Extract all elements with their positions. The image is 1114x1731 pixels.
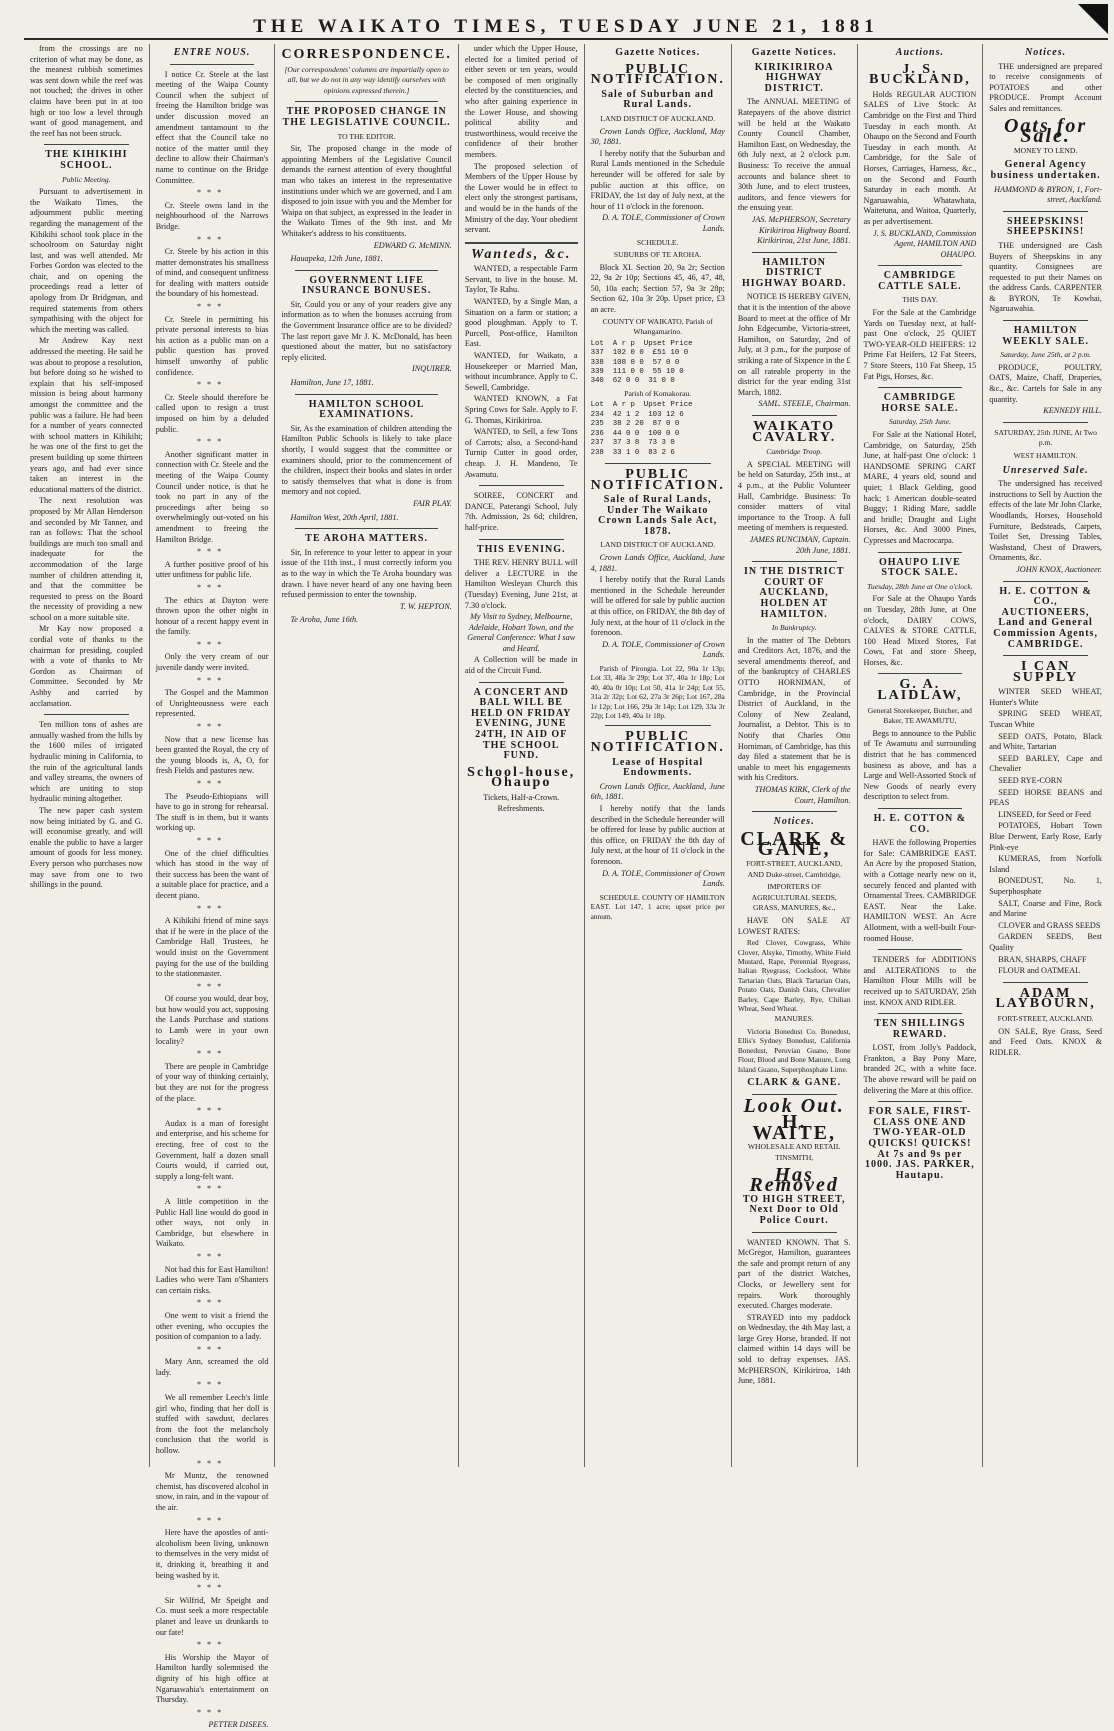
ad-body: TENDERS for ADDITIONS and ALTERATIONS to the Hamilton Flour Mills will be received up to SATURDAY, 25th inst. KNOX AND RIDLER.	[863, 955, 977, 1007]
gossip-item: Cr. Steele owns land in the neighbourhood of the Narrows Bridge.	[155, 200, 269, 231]
advertiser-trade: WHOLESALE AND RETAIL TINSMITH,	[747, 1142, 841, 1162]
schedule-county: COUNTY OF WAIKATO, Parish of Whangamarino.	[602, 316, 713, 337]
divider	[479, 539, 564, 540]
item-separator: ***	[196, 1583, 228, 1593]
section-heading: Auctions.	[895, 47, 944, 58]
supply-item: SPRING SEED WHEAT, Tuscan White	[989, 709, 1102, 730]
notice-signature: JAS. McPHERSON, Secretary Kirikiriroa Highway Board. Kirikiriroa, 21st June, 1881.	[751, 214, 851, 246]
wanted-ad: WANTED, a respectable Farm Servant, to live in the house. M. Taylor, Te Rahu.	[464, 264, 578, 295]
supply-item: KUMERAS, from Norfolk Island	[989, 854, 1102, 874]
lecture-ad: THE REV. HENRY BULL will deliver a LECTURE in the Hamilton Wesleyan Church this (Tuesday) Evening, June 21st, at 7.30 o'clock.	[464, 558, 578, 610]
ad-heading: SHEEPSKINS! SHEEPSKINS!	[1007, 215, 1085, 238]
lecture-collection: A Collection will be made in aid of the Circuit Fund.	[464, 655, 578, 676]
gossip-item: Another significant matter in connection with Cr. Steele and the meeting of the Waipa County Council under notice, is that he took no part in any of the proceedings after being so overwhelmingly out-voted on his amendment to freeing the Hamilton Bridge.	[155, 449, 269, 544]
notice-heading: IN THE DISTRICT COURT OF AUCKLAND, HOLDEN AT HAMILTON.	[743, 566, 845, 620]
letter-place: Hamilton, June 17, 1881.	[290, 378, 374, 388]
ad-heading: Has Removed	[749, 1163, 839, 1197]
notice-body: I hereby notify that the Suburban and Rural Lands mentioned in the Schedule hereunder will be offered for sale by public auction at this office, on FRIDAY, the 1st day of July next, at the hour of 11 o'clock in the forenoon.	[590, 148, 725, 211]
divider	[1003, 655, 1088, 656]
ad-heading: Look Out.	[743, 1094, 845, 1117]
article-subheading: Public Meeting.	[62, 174, 111, 184]
notice-signature: THOMAS KIRK, Clerk of the Court, Hamilton.	[754, 785, 851, 805]
notice-subheading: Sale of Rural Lands, Under The Waikato Crown Lands Sale Act, 1878.	[598, 494, 718, 537]
schedule-table: Lot A r p Upset Price 234 42 1 2 103 12 6 235 38 2 20 87 0 0 236 44 0 0 100 0 0 237 37 3 8 73 3 0 238 33 1 0 83 2 6	[590, 401, 693, 457]
ad-heading: FOR SALE, FIRST-CLASS ONE AND TWO-YEAR-OLD QUICKS! QUICKS! At 7s and 9s per 1000. JAS. PARKER, Hautapu.	[865, 1106, 975, 1181]
notice-heading: PUBLIC NOTIFICATION.	[590, 729, 725, 756]
advertiser-name: CLARK & GANE.	[747, 1077, 842, 1088]
gossip-item: A further positive proof of his utter unfitness for public life.	[155, 559, 269, 580]
section-heading: Gazette Notices.	[751, 47, 837, 58]
column-5	[584, 44, 731, 1467]
gossip-item: Mary Ann, screamed the old lady.	[155, 1357, 269, 1377]
ad-signature: KENNEDY HILL.	[1043, 406, 1102, 416]
supply-item: POTATOES, Hobart Town Blue Derwent, Early Rose, Early Pink-eye	[989, 821, 1102, 852]
column-2	[149, 44, 275, 1730]
gossip-item: The Gospel and the Mammon of Unrighteousness were each represented.	[155, 688, 269, 719]
letter-place: Hamilton West, 20th April, 1881.	[290, 512, 399, 522]
divider	[878, 673, 963, 674]
divider	[878, 1101, 963, 1102]
item-separator: ***	[196, 1458, 228, 1468]
ad-subheading: MONEY TO LEND.	[1013, 145, 1078, 155]
advertiser-name: H. WAITE,	[752, 1111, 837, 1144]
schedule-text: Parish of Pirongia. Lot 22, 90a 1r 13p; Lot 33, 48a 3r 29p; Lot 37, 40a 1r 18p; Lot 40, 40a 0r 10p; Lot 50, 41a 1r 24p; Lot 55, 31a 2r 32p; Lot 62, 27a 3r 26p; Lot 167, 28a 1r 12p; Lot 166, 29a 3r 14p; Lot 129, 33a 3r 22p; Lot 149, 40a 1r 18p.	[590, 664, 725, 721]
advertiser-trade: IMPORTERS OF AGRICULTURAL SEEDS, GRASS, MANURES, &c.,	[751, 882, 837, 913]
notice-body: A SPECIAL MEETING will be held on Saturday, 25th inst., at 4 p.m., at the Public Volunteer Hall, Cambridge. Business: To consider matters of vital importance to the Troop. A full meeting of members is requested.	[737, 459, 851, 533]
gossip-item: Cr. Steele in permitting his private personal interests to bias his action as a public man on a public question has proved himself unworthy of public confidence.	[155, 314, 269, 377]
advertiser-address: FORT-STREET, AUCKLAND.	[997, 1013, 1094, 1023]
item-separator: ***	[196, 835, 228, 845]
schedule-text: Block XI. Section 20, 9a 2r; Section 22, 9a 2r 10p; Sections 45, 46, 47, 48, 50, 10a each; Section 57, 9a 3r 28p; Section 62, 10a 3r 20p. Upset price, £3 an acre.	[590, 262, 725, 315]
gossip-item: His Worship the Mayor of Hamilton hardly solemnised the dignity of his high office at Ngaruawahia's entertainment on Thursday.	[155, 1652, 269, 1705]
item-separator: ***	[196, 188, 228, 198]
masthead	[24, 4, 1108, 40]
ad-body: Begs to announce to the Public of Te Awamutu and surrounding district that he has commenced business as above, and has a Large and Well-Assorted Stock of New Goods of nearly every description to select from.	[863, 728, 977, 802]
advertiser-trade: General Storekeeper, Butcher, and Baker, TE AWAMUTU,	[867, 705, 972, 726]
divider	[44, 144, 129, 145]
ad-signature: JOHN KNOX, Auctioneer.	[1016, 564, 1102, 574]
lecture-subject: My Visit to Sydney, Melbourne, Adelaide, Hobart Town, and the General Conference: What I saw and Heard.	[467, 612, 576, 653]
supply-item: CLOVER and GRASS SEEDS	[998, 920, 1101, 930]
divider	[170, 64, 255, 65]
notice-heading: PUBLIC NOTIFICATION.	[590, 466, 725, 493]
advertiser-name: H. E. COTTON & CO.	[873, 813, 967, 835]
ad-subheading: MANURES.	[774, 1014, 814, 1024]
supply-item: SEED HORSE BEANS and PEAS	[989, 787, 1102, 808]
advertiser-name: CLARK & GANE,	[740, 827, 849, 861]
schedule-heading: SCHEDULE.	[636, 237, 679, 247]
divider	[44, 714, 129, 715]
gossip-item: Of course you would, dear boy, but how would you act, supposing the Lands Purchase and stations to Lamb were in your own locality?	[155, 994, 269, 1046]
ad-body: PRODUCE, POULTRY, OATS, Maize, Chaff, Draperies, &c., &c. Cartels for Sale in any quantity.	[989, 362, 1102, 404]
notice-heading: KIRIKIRIROA HIGHWAY DISTRICT.	[754, 61, 834, 94]
notice-office: Crown Lands Office, Auckland, May 30, 1881.	[590, 126, 725, 147]
gossip-item: Audax is a man of foresight and enterprise, and his scheme for erecting, free of cost to the Government, half a dozen small Courts would, if carried out, supply a long-felt want.	[155, 1118, 269, 1181]
item-separator: ***	[196, 1515, 228, 1525]
notice-subheading: Lease of Hospital Endowments.	[612, 756, 704, 779]
item-separator: ***	[196, 1298, 228, 1308]
ad-body: LOST, from Jolly's Paddock, Frankton, a Bay Pony Mare, branded 2C, with a white face. The above reward will be paid on delivering the Mare at this office.	[863, 1043, 977, 1095]
item-separator: ***	[196, 234, 228, 244]
section-heading: Notices.	[773, 816, 815, 828]
gossip-item: Now that a new license has been granted the Royal, the cry of the young bloods is, A, O, for fresh Fields and pastures new.	[155, 734, 269, 776]
soiree-ad: SOIREE, CONCERT and DANCE, Paterangi School, July 7th. Admission, 2s 6d; children, half-price.	[464, 491, 578, 532]
columns	[24, 44, 1108, 1730]
ad-line: TO HIGH STREET, Next Door to Old Police Court.	[742, 1193, 846, 1226]
ad-heading: Oats for Sale.	[1003, 114, 1088, 148]
ad-heading: CAMBRIDGE HORSE SALE.	[881, 392, 959, 414]
ad-subheading: THIS DAY.	[902, 295, 938, 305]
ad-body: Holds REGULAR AUCTION SALES of Live Stock: At Cambridge on the First and Third Tuesday in each month. At Ohaupo on the Second and Fourth Tuesday in each month. At Cambridge, for the Sale of Horses, Carriages, Harness, &c., on the Second and Fourth Saturday in each month. At Ngaruawahia, Whatawhata, Waitetuna, and Waitoa, Quarterly, as per advertisement.	[863, 89, 977, 226]
gossip-item: The Pseudo-Ethiopians will have to go in strong for rehearsal. The stuff is in them, but it wants working up.	[155, 791, 269, 833]
article-paragraph: The new paper cash system now being initiated by G. and G. will economise greatly, and will enable the public to have a larger amount of goods for less money. Every person who purchases now may save from one to two shillings in the pound.	[30, 805, 143, 890]
letter-place: Te Aroha, June 16th.	[290, 615, 359, 625]
letter-signature: INQUIRER.	[412, 364, 452, 374]
supply-item: SEED OATS, Potato, Black and White, Tartarian	[989, 731, 1102, 752]
wanted-ad: WANTED, by a Single Man, a Situation on a farm or station; a good ploughman. Apply to T. Purcell, Post-office, Hamilton East.	[464, 297, 578, 349]
divider	[1003, 982, 1088, 983]
letter-addressee: TO THE EDITOR.	[337, 131, 396, 141]
item-separator: ***	[196, 1344, 228, 1354]
item-separator: ***	[196, 1251, 228, 1261]
article-paragraph: Pursuant to advertisement in the Waikato Times, the adjournment public meeting regarding the management of the Kihikihi school took place in the schoolroom on Saturday night last, and was well attended. Mr Forbes Gordon was elected to the chair, and on opening the proceedings read a letter of apology from Dr Bridgman, and required statements from others sympathising with the object for which the meeting was called.	[30, 187, 143, 334]
letter-continuation: under which the Upper House, elected for a limited period of either seven or ten years, would be composed of men originally elected by the constituencies, and who after gaining experience in the Lower House, and showing political ability and trustworthiness, would receive the confidence of their brother members.	[464, 44, 578, 159]
column-7	[857, 44, 983, 1467]
divider	[878, 265, 963, 266]
advertiser-address: FORT-STREET, AUCKLAND, AND Duke-street, Cambridge,	[746, 858, 843, 879]
notice-subheading: Sale of Suburban and Rural Lands.	[601, 88, 714, 111]
notice-signature: SAML. STEELE, Chairman.	[758, 399, 851, 409]
notice-signature: D. A. TOLE, Commissioner of Crown Lands.	[602, 639, 725, 660]
item-separator: ***	[196, 582, 228, 592]
ad-heading: CAMBRIDGE CATTLE SALE.	[878, 270, 962, 292]
divider	[295, 270, 437, 271]
letter-signature: EDWARD G. McMINN.	[373, 240, 452, 250]
notice-heading: HAMILTON DISTRICT HIGHWAY BOARD.	[741, 256, 847, 289]
supply-item: LINSEED, for Seed or Feed	[998, 809, 1091, 819]
column-8	[982, 44, 1108, 1467]
ad-body: For Sale at the National Hotel, Cambridge, on Saturday, 25th June, at half-past One o'clock: 1 HANDSOME SPRING CART MARE, 4 years old, sound and quiet; 1 Black Gelding, good hack; 1 American double-seated Buggy; 1 Riding Mare, saddle and bridle; Draught and Light Horses, &c. And 3000 Pines, Cypresses and Macrocarpa.	[863, 430, 977, 545]
item-separator: ***	[196, 547, 228, 557]
ad-body: The undersigned has received instructions to Sell by Auction the effects of the late Mr John Clarke, Woodlands, Horses, Household Furniture, Bedsteads, Carpets, Toilet Set, Dressing Tables, Washstand, Chest of Drawers, Ornaments, &c.	[989, 479, 1102, 563]
advertiser-name: G. A. LAIDLAW,	[877, 677, 963, 704]
schedule-parish: Parish of Komakorau.	[624, 388, 692, 398]
notice-heading: WAIKATO CAVALRY.	[752, 419, 837, 445]
gossip-items	[156, 70, 269, 1719]
notice-signature: D. A. TOLE, Commissioner of Crown Lands.	[602, 213, 725, 233]
supply-list	[989, 687, 1102, 976]
letter-heading: HAMILTON SCHOOL EXAMINATIONS.	[308, 398, 425, 421]
divider	[752, 252, 837, 253]
item-separator: ***	[196, 302, 228, 312]
ad-list: Red Clover, Cowgrass, White Clover, Alsyke, Timothy, White Field Mustard, Rape, Perennial Ryegrass, Italian Ryegrass, Cocksfoot, White Tartarian Oats, Black Tartarian Oats, Potato Oats, Danish Oats, Chevalier Barley, Cape Barley, Rye, Chilian Wheat, Seed Wheat.	[737, 938, 851, 1013]
notice-office: Crown Lands Office, Auckland, June 4, 1881.	[590, 553, 725, 573]
ad-subheading: Saturday, June 25th, at 2 p.m.	[1000, 350, 1091, 360]
ad-line: HAVE ON SALE AT LOWEST RATES:	[737, 915, 851, 936]
article-paragraph: from the crossings are no criterion of what may be done, as the meanest rubbish sometimes was sent down while the reef was not touched; the drives in other claims have been put in at too high or too low a level through want of good management, and the reef has not been struck.	[30, 44, 143, 138]
section-heading: Gazette Notices.	[615, 47, 701, 58]
letter-heading: GOVERNMENT LIFE INSURANCE BONUSES.	[302, 274, 432, 297]
letter-body: Sir, Could you or any of your readers give any information as to when the bonuses accruing from the Government Insurance office are to be divided? The last report gave Mr J. K. McDonald, has been questioned about the matter, but no satisfactory reply elicited.	[281, 299, 452, 362]
article-paragraph: Mr Kay now proposed a cordial vote of thanks to the chairman for presiding, coupled with a vote of thanks to Mr Gordon as Chairman of Committee. Seconded by Mr Ashby and carried by acclamation.	[30, 624, 143, 708]
schedule-subheading: SUBURBS OF TE AROHA.	[613, 250, 702, 260]
notice-office: Crown Lands Office, Auckland, June 6th, 1881.	[590, 781, 725, 802]
wanted-ad: WANTED, for Waikato, a Housekeeper or Married Man, without incumbrance. Apply to C. Sewell, Cambridge.	[464, 351, 578, 392]
gossip-item: Mr Muntz, the renowned chemist, has discovered alcohol in snow, in rain, and in the vapour of the air.	[155, 1471, 269, 1512]
gossip-item: One went to visit a friend the other evening, who occupies the position of companion to a lady.	[155, 1310, 269, 1342]
gossip-item: Here have the apostles of anti-alcoholism been living, unknown to themselves in the very midst of it, drinking it, breathing it and being washed by it.	[155, 1528, 269, 1580]
item-separator: ***	[196, 903, 228, 913]
letter-place: Hauapeka, 12th June, 1881.	[290, 254, 383, 264]
notice-heading: PUBLIC NOTIFICATION.	[590, 61, 725, 88]
ad-list: Victoria Bonedust Co. Bonedust, Ellis's Sydney Bonedust, California Bonedust, Peruvian Guano, Bone Flour, Blood and Bone Manure, Long Island Guano, Superphosphate Lime.	[737, 1026, 851, 1074]
schedule-table: Lot A r p Upset Price 337 102 0 0 £51 10 0 338 108 0 0 57 0 0 339 111 0 0 55 10 0 340 62 0 0 31 0 0	[590, 339, 693, 386]
ad-subheading: WEST HAMILTON.	[1013, 451, 1078, 460]
notice-body: The ANNUAL MEETING of Ratepayers of the above district will be held at the Waikato County Council Chamber, Hamilton East, on Wednesday, the 6th July next, at 2 o'clock p.m. Business: To receive the annual accounts and balance sheet to 30th June, and to elect trustees, auditors, and fence viewers for the ensuing year.	[737, 97, 851, 213]
article-paragraph: Ten million tons of ashes are annually washed from the hills by the 1600 miles of irrigated hydraulic mining in California, to the ruin of the agricultural lands and valley streams, the owners of which are uniting to stop hydraulic mining altogether.	[30, 720, 143, 804]
column-3	[274, 44, 457, 1467]
notice-body: I hereby notify that the lands described in the Schedule hereunder will be offered for lease by public auction at this office, on FRIDAY the 8th day of July next, at the hour of 11 o'clock in the forenoon.	[590, 804, 725, 866]
ad-subheading: SATURDAY, 25th JUNE, At Two p.m.	[994, 427, 1097, 448]
item-separator: ***	[196, 1049, 228, 1059]
ad-subheading: Saturday, 25th June.	[888, 417, 951, 427]
notice-body: NOTICE IS HEREBY GIVEN, that it is the intention of the above Board to meet at the office of Mr John Edgecumbe, Victoria-street, Hamilton, on Saturday, 2nd of July, at 3 p.m., for the purpose of striking a rate of Sixpence in the £ on all rateable property in the district for the year ending 31st March, 1882.	[737, 292, 851, 397]
letter-body: Sir, As the examination of children attending the Hamilton Public Schools is likely to take place shortly, I would suggest that the committee or examiners should, prior to the commencement of the children, inspect their books and slates in order to satisfy themselves that what is done is from memory and not copied.	[281, 423, 452, 497]
divider	[878, 1013, 963, 1014]
ad-heading: HAMILTON WEEKLY SALE.	[1002, 325, 1090, 347]
supply-item: SEED RYE-CORN	[998, 776, 1063, 786]
gossip-item: We all remember Leech's little girl who, finding that her doll is stuffed with sawdust, declares from the foot the melancholy conclusion that the world is hollow.	[155, 1393, 269, 1456]
divider	[752, 1232, 837, 1233]
notice-district: LAND DISTRICT OF AUCKLAND.	[600, 540, 715, 550]
divider	[878, 949, 963, 950]
item-separator: ***	[196, 675, 228, 685]
supply-item: BONEDUST, No. 1, Superphosphate	[989, 876, 1102, 896]
divider	[752, 561, 837, 562]
letter-continuation: The proposed selection of Members of the Upper House by the Lower would be in effect to elect only the strongest partisans, and would be in the hands of the Ministry of the day. Your obedient servant.	[464, 161, 578, 235]
ad-heading: I CAN SUPPLY	[1013, 659, 1079, 685]
ad-signature: J. S. BUCKLAND, Commission Agent, HAMILTON AND OHAUPO.	[872, 228, 977, 259]
article-paragraph: Mr Andrew Kay next addressed the meeting. He said he was about to propose a resolution, but before doing so he wished to explain that his self-imposed mission is being about harmony amongst the committee and the public was a failure. He had been for a number of years connected with school matters in Kihikihi; he was one of the first to get the present building up some thirteen years ago, and had ever since taken an interest in the educational matters of the district.	[30, 336, 143, 494]
ad-body: ON SALE, Rye Grass, Seed and Feed Oats. KNOX & RIDLER.	[989, 1026, 1102, 1057]
item-separator: ***	[196, 380, 228, 390]
item-separator: ***	[196, 779, 228, 788]
notice-body: WANTED KNOWN. That S. McGregor, Hamilton, guarantees the safe and prompt return of any part of the district Watches, Clocks, or Jewellery sent for repairs. Work thoroughly executed. Charges moderate.	[737, 1237, 851, 1311]
column-signature: PETTER DISEES.	[208, 1720, 269, 1730]
page-corner-mark	[1078, 4, 1108, 34]
section-heading: CORRESPONDENCE.	[281, 47, 452, 62]
concert-ad: A CONCERT AND BALL WILL BE HELD ON FRIDAY EVENING, JUNE 24TH, IN AID OF THE SCHOOL FUND.	[471, 686, 572, 762]
ad-body: THE undersigned are Cash Buyers of Sheepskins in any quantity. Consignees are requested to put their Names on the address Cards. CARPENTER & BYRON, Te Kowhai, Ngaruawahia.	[989, 240, 1102, 314]
divider	[479, 485, 564, 486]
divider	[752, 415, 837, 416]
divider	[1003, 422, 1088, 423]
gossip-item: The ethics at Dayton were thrown upon the other night in honour of a recent happy event in the family.	[155, 595, 269, 637]
item-separator: ***	[196, 639, 228, 649]
item-separator: ***	[196, 1640, 228, 1650]
ad-body: For Sale at the Ohaupo Yards on Tuesday, 28th June, at One o'clock, DAIRY COWS, CALVES & STORE CATTLE, 100 Head Mixed Stores, Fat Cows, Fat and store Sheep, Horses, &c.	[863, 594, 977, 667]
letter-body: Sir, The proposed change in the mode of appointing Members of the Legislative Council demands the earnest attention of every thoughtful man who takes an interest in the representative institutions under which we are governed, and I am disposed to join issue with you and the Member for Waipa on that subject, as expressed in the leader in the Waikato Times of the 9th inst. and Mr Whitaker's address to his constituents.	[281, 144, 452, 238]
section-heading: Wanteds, &c.	[471, 246, 572, 262]
gossip-item: There are people in Cambridge of your way of thinking certainly, but they are not for the progress of the place.	[155, 1061, 269, 1103]
advertiser-name: H. E. COTTON & CO., AUCTIONEERS, Land and General Commission Agents, CAMBRIDGE.	[993, 585, 1098, 650]
ad-signature: HAMMOND & BYRON, 1, Fort-street, Auckland.	[994, 184, 1102, 205]
supply-item: SEED BARLEY, Cape and Chevalier	[989, 753, 1102, 774]
section-heading: Notices.	[1025, 47, 1067, 58]
column-heading: ENTRE NOUS.	[173, 47, 251, 58]
divider	[1003, 320, 1088, 321]
divider	[605, 725, 711, 726]
ad-heading: TEN SHILLINGS REWARD.	[874, 1018, 966, 1040]
divider	[878, 808, 963, 809]
supply-item: WINTER SEED WHEAT, Hunter's White	[989, 687, 1102, 707]
masthead-title: THE WAIKATO TIMES, TUESDAY JUNE 21, 1881	[253, 16, 879, 37]
divider	[295, 101, 437, 102]
divider	[465, 242, 578, 244]
letter-body: Sir, In reference to your letter to appear in your issue of the 11th inst., I must correctly inform you as to the way in which the Te Aroha boundary was drawn. I have never heard of any one having been refused permission to enter the township.	[281, 547, 452, 600]
notice-subheading: In Bankruptcy.	[771, 623, 817, 633]
supply-item: GARDEN SEEDS, Best Quality	[989, 932, 1102, 952]
divider	[878, 552, 963, 553]
gossip-item: A Kihikihi friend of mine says that if he were in the place of the Cambridge Hall Trustees, he would insist on the Government paying for the use of the building to the stationmaster.	[155, 916, 269, 979]
letter-heading: THE PROPOSED CHANGE IN THE LEGISLATIVE COUNCIL.	[282, 106, 451, 128]
ad-body: For the Sale at the Cambridge Yards on Tuesday next, at half-past One o'clock, 25 QUIET TWO-YEAR-OLD HEIFERS: 12 Prime Fat Heifers, 12 Fat Steers, 7 Store Steers, 110 Fat Sheep, 15 Fat Pigs, Horses, &c.	[863, 308, 977, 381]
divider	[295, 394, 437, 395]
ad-heading: General Agency business undertaken.	[990, 159, 1101, 181]
gossip-item: Cr. Steele by his action in this matter demonstrates his smallness of mind, and consequent unfitness for dealing with matters outside the boundary of his homestead.	[155, 247, 269, 299]
gossip-item: Only the very cream of our juvenile dandy were invited.	[155, 652, 269, 673]
concert-place: School-house, Ohaupo	[467, 764, 576, 791]
divider	[1003, 211, 1088, 212]
divider	[295, 528, 437, 529]
gossip-item: Sir Wilfrid, Mr Speight and Co. must seek a more respectable planet and leave us drunkards to our fate!	[155, 1595, 269, 1637]
item-separator: ***	[196, 1707, 228, 1717]
wanted-ad: WANTED KNOWN, a Fat Spring Cows for Sale. Apply to F. G. Thomas, Kirikiriroa.	[464, 394, 578, 425]
advertiser-name: ADAM LAYBOURN,	[995, 985, 1096, 1012]
divider	[479, 682, 564, 683]
gossip-item: Cr. Steele should therefore be called upon to resign a trust imposed on him by a deluded public.	[155, 392, 269, 434]
gossip-item: I notice Cr. Steele at the last meeting of the Waipa County Council when the subject of freeing the Hamilton bridge was under discussion moved an amendment tantamount to the effect that the Council take no notice of the matter until they decline to allow their Chairman's name to continue on the Bridge Committee.	[155, 69, 269, 185]
divider	[605, 463, 711, 464]
concert-footer: Tickets, Half-a-Crown. Refreshments.	[483, 793, 560, 813]
gossip-item: A little competition in the Public Hall line would do good in other ways, not only in Cambridge, but elsewhere in Waikato.	[155, 1196, 269, 1249]
advertiser-name: J. S. BUCKLAND,	[869, 61, 971, 88]
gossip-item: One of the chief difficulties which has stood in the way of their success has been the want of a suitable place for practice, and a decent piano.	[155, 848, 269, 900]
notice-body: I hereby notify that the Rural Lands mentioned in the Schedule hereunder will be offered for sale by public auction at this office, on FRIDAY, the 8th day of July next, at the hour of 11 o'clock in the forenoon.	[590, 575, 725, 638]
supply-item: SALT, Coarse and Fine, Rock and Marine	[989, 898, 1102, 919]
item-separator: ***	[196, 981, 228, 991]
supply-item: FLOUR and OATMEAL	[998, 966, 1081, 976]
wanted-ads	[465, 264, 578, 480]
notice-signature: JAMES RUNCIMAN, Captain. 20th June, 1881.	[749, 534, 851, 555]
item-separator: ***	[196, 1184, 228, 1194]
notice-district: LAND DISTRICT OF AUCKLAND.	[600, 113, 715, 123]
letter-signature: T. W. HEPTON.	[399, 601, 452, 611]
gossip-item: Not bad this for East Hamilton! Ladies who were Tam o'Shanters can certain risks.	[155, 1264, 269, 1295]
ad-subheading: Tuesday, 28th June at One o'clock.	[867, 581, 973, 591]
item-separator: ***	[196, 1106, 228, 1116]
column-1	[24, 44, 149, 1467]
notice-subheading: Cambridge Troop.	[766, 447, 823, 457]
wanted-ad: WANTED, to Sell, a few Tons of Carrots; also, a Second-hand Turnip Cutter in good order, cheap. J. H. Mandeno, Te Awamutu.	[464, 427, 578, 479]
ad-body: HAVE the following Properties for Sale: CAMBRIDGE EAST. An Acre by the proposed Station, with a Cottage nearly new on it, securely fenced and planted with Ornamental Trees. CAMBRIDGE EAST. Near the Lake. HAMILTON WEST. An Acre Allotment, with a well-built Four-roomed House.	[863, 838, 977, 943]
divider	[878, 387, 963, 388]
ad-heading: Unreserved Sale.	[1002, 464, 1089, 476]
supply-item: BRAN, SHARPS, CHAFF	[998, 954, 1087, 964]
ad-heading: THIS EVENING.	[476, 543, 566, 555]
divider	[1003, 581, 1088, 582]
column-6	[731, 44, 857, 1467]
item-separator: ***	[196, 437, 228, 447]
column-4	[458, 44, 584, 1467]
letter-signature: FAIR PLAY.	[413, 498, 452, 508]
schedule-text: SCHEDULE. COUNTY OF HAMILTON EAST. Lot 147, 1 acre; upset price per annum.	[590, 892, 725, 921]
item-separator: ***	[196, 722, 228, 732]
divider	[752, 811, 837, 812]
editor-note: [Our correspondents' columns are impartially open to all, but we do not in any way identify ourselves with opinions expressed therein.]	[284, 64, 449, 95]
notice-body: STRAYED into my paddock on Wednesday, the 4th May last, a large Grey Horse, branded. If not claimed within 14 days will be sold to defray expenses. JAS. McPHERSON, Kirikiriroa, 14th June, 1881.	[737, 1312, 851, 1386]
notice-body: In the matter of The Debtors and Creditors Act, 1876, and the several amendments thereof, and of the bankruptcy of CHARLES OTTO HORNIMAN, of Cambridge, in the Provincial District of Auckland, in the Colony of New Zealand, Journalist, a Debtor. This is to Notify that Charles Otto Horniman, of Cambridge, has this day filed a statement that he is unable to meet his engagements with his Creditors.	[737, 635, 851, 783]
ad-heading: OHAUPO LIVE STOCK SALE.	[878, 556, 961, 579]
ad-body: THE undersigned are prepared to receive consignments of POTATOES and other PRODUCE. Prompt Account Sales and remittances.	[989, 61, 1102, 113]
letter-heading: TE AROHA MATTERS.	[305, 533, 428, 545]
item-separator: ***	[196, 1380, 228, 1390]
article-heading: THE KIHIKIHI SCHOOL.	[45, 149, 128, 171]
notice-signature: D. A. TOLE, Commissioner of Crown Lands.	[602, 868, 725, 889]
article-paragraph: The next resolution was proposed by Mr Allan Henderson and seconded by Mr Tanner, and ran as follows: That the school buildings are much too small and inadequate for the accommodation of the large number of children attending it, and that the committee be requested to press on the Board the necessity of providing a new school on a more suitable site.	[30, 496, 143, 622]
